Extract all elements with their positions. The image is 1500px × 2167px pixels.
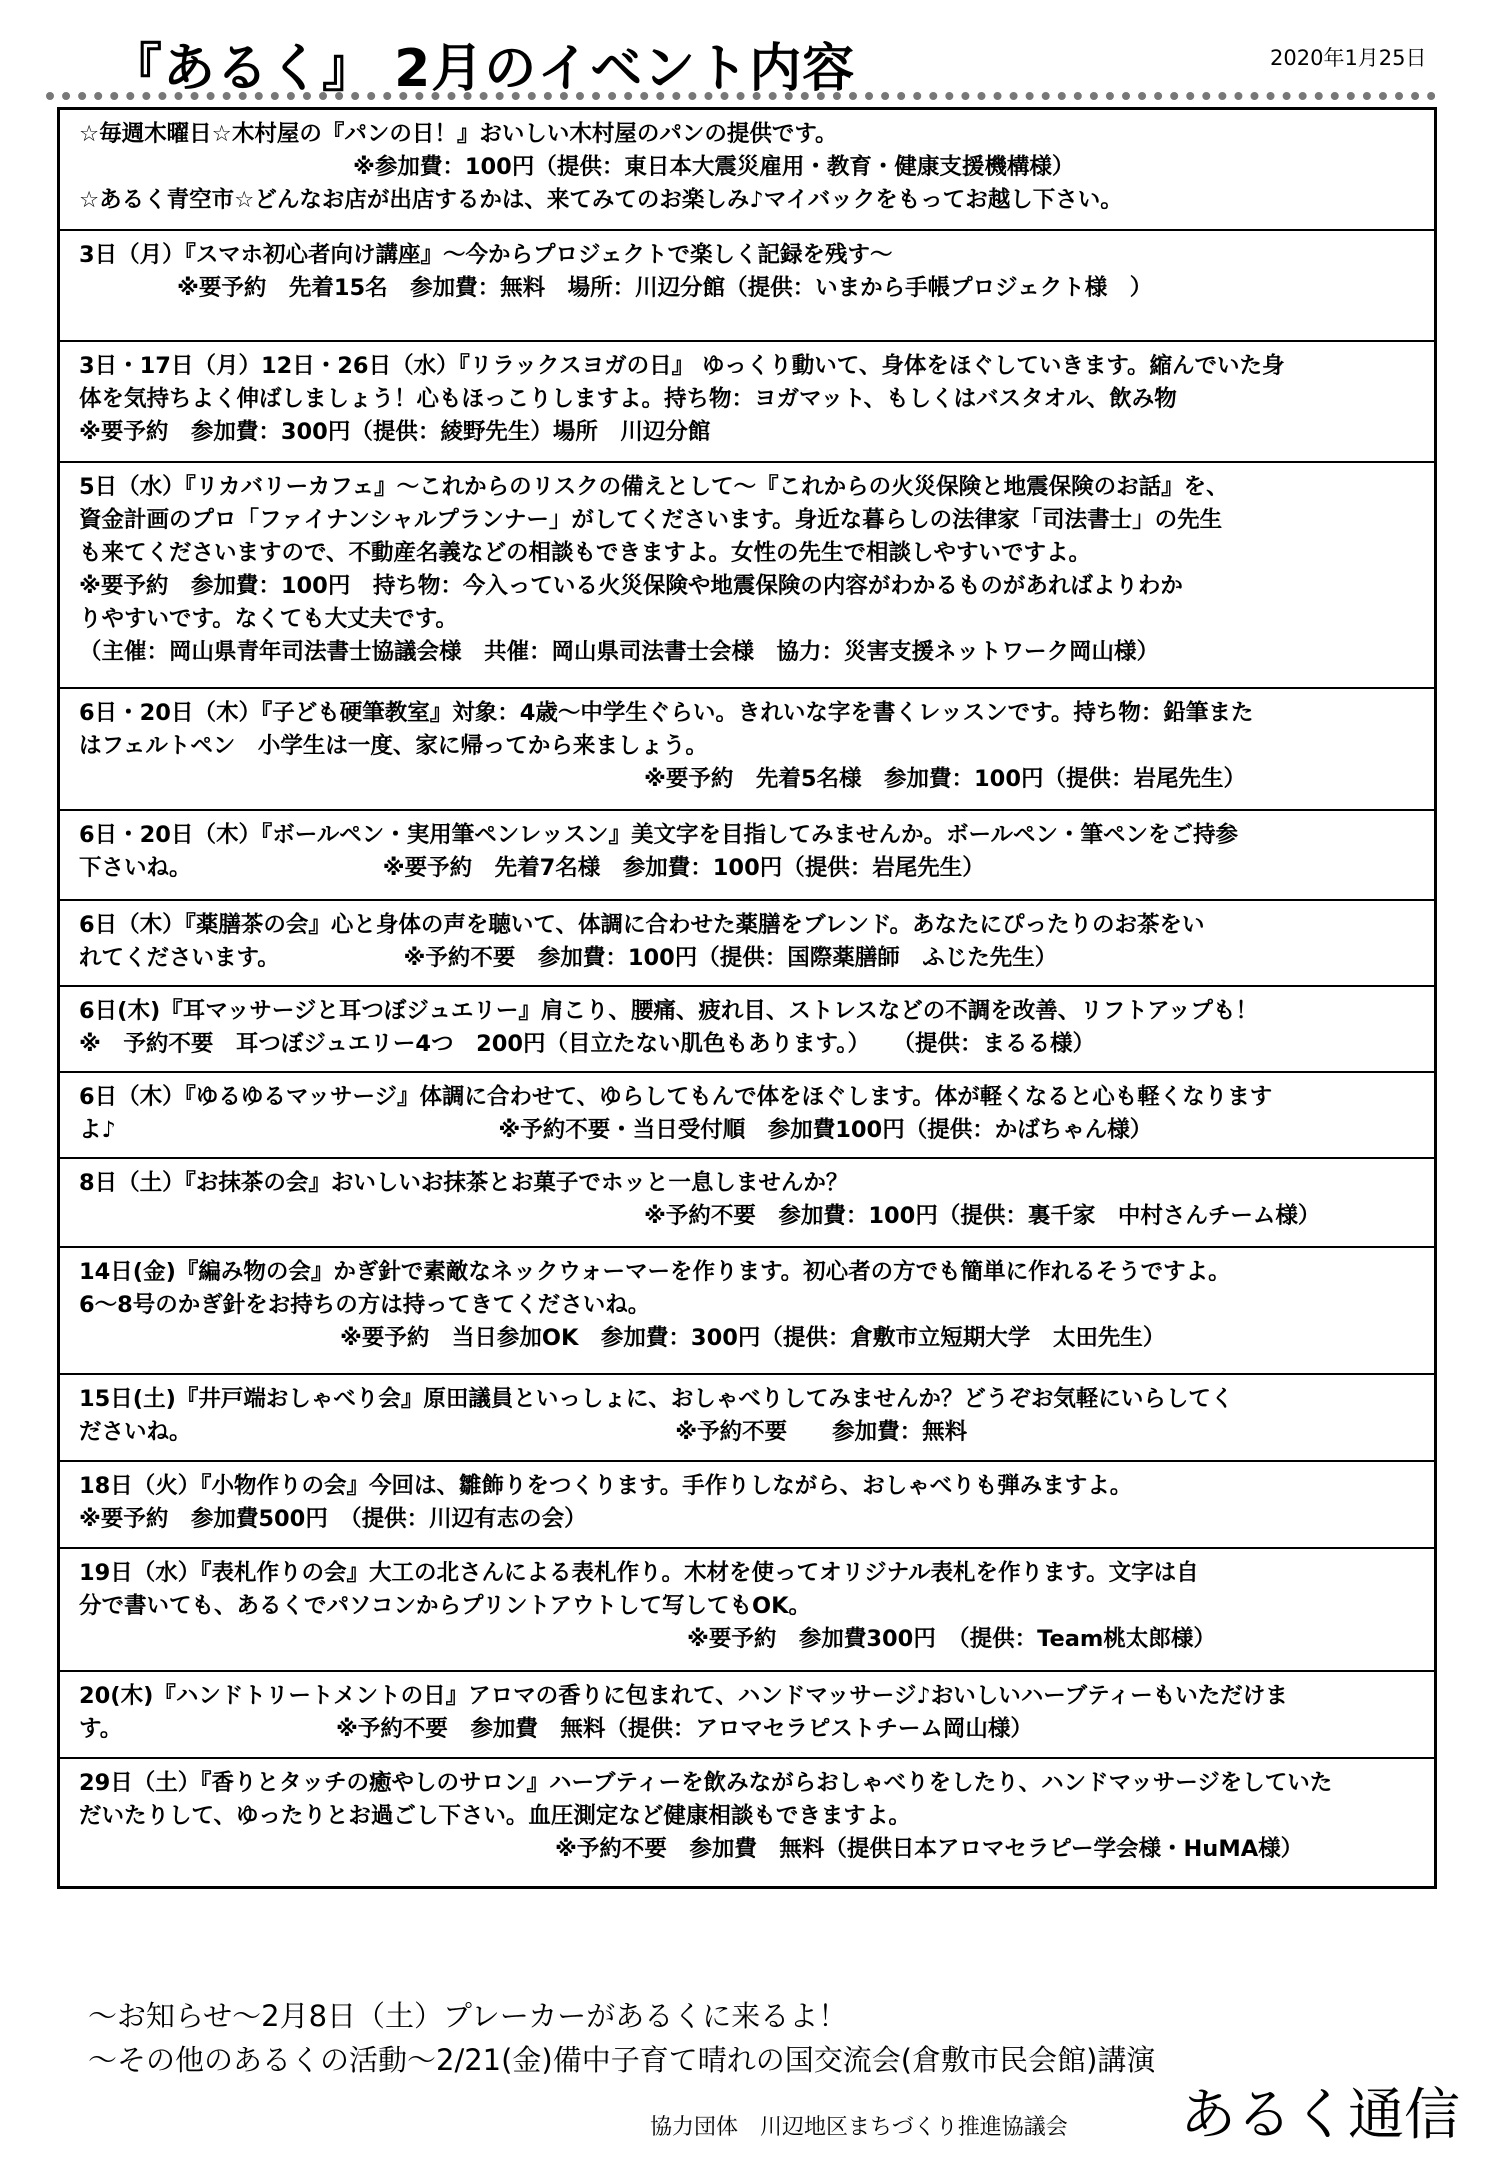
event-line: ※要予約 参加費：100円 持ち物：今入っている火災保険や地震保険の内容がわかるものがあればよりわか	[79, 573, 1183, 599]
event-line: 8日（土）『お抹茶の会』おいしいお抹茶とお菓子でホッと一息しませんか？	[79, 1170, 849, 1196]
event-line: だいたりして、ゆったりとお過ごし下さい。血圧測定など健康相談もできますよ。	[79, 1803, 911, 1829]
notice-announcement: ～お知らせ～2月8日（土）プレーカーがあるくに来るよ！	[88, 1999, 848, 2033]
event-line: 15日(土)『井戸端おしゃべり会』原田議員といっしょに、おしゃべりしてみませんか？どうぞお気軽にいらしてく	[79, 1386, 1234, 1412]
event-box	[60, 1159, 1434, 1248]
notice-other-activities: ～その他のあるくの活動～2/21(金)備中子育て晴れの国交流会(倉敷市民会館)講演	[88, 2043, 1156, 2077]
event-line: ※要予約 当日参加OK 参加費：300円（提供：倉敷市立短期大学 太田先生）	[340, 1325, 1166, 1351]
event-line: ※要予約 先着5名様 参加費：100円（提供：岩尾先生）	[644, 766, 1246, 792]
page-title: 『あるく』 2月のイベント内容	[110, 39, 856, 99]
event-box	[60, 463, 1434, 689]
event-line: ださいね。 ※予約不要 参加費：無料	[79, 1419, 968, 1445]
event-box	[60, 901, 1434, 987]
event-line: 6日・20日（木）『子ども硬筆教室』対象：4歳～中学生ぐらい。きれいな字を書くレッスンです。持ち物：鉛筆また	[79, 700, 1254, 726]
event-line: ※ 予約不要 耳つぼジュエリー4つ 200円（目立たない肌色もあります。） （提供：まるる様）	[79, 1031, 1095, 1057]
event-box	[60, 689, 1434, 811]
event-line: 体を気持ちよく伸ばしましょう！心もほっこりしますよ。持ち物：ヨガマット、もしくはバスタオル、飲み物	[79, 386, 1177, 412]
event-line: （主催：岡山県青年司法書士協議会様 共催：岡山県司法書士会様 協力：災害支援ネットワーク岡山様）	[79, 639, 1160, 665]
event-box	[60, 1672, 1434, 1759]
event-line: ※要予約 参加費500円 （提供：川辺有志の会）	[79, 1506, 587, 1532]
event-line: はフェルトペン 小学生は一度、家に帰ってから来ましょう。	[79, 733, 708, 759]
event-box	[60, 811, 1434, 901]
event-box	[60, 987, 1434, 1073]
event-box	[60, 110, 1434, 231]
event-line: も来てくださいますので、不動産名義などの相談もできますよ。女性の先生で相談しやすいですよ。	[79, 540, 1092, 566]
event-line: 6日(木)『耳マッサージと耳つぼジュエリー』肩こり、腰痛、疲れ目、ストレスなどの不調を改善、リフトアップも！	[79, 998, 1258, 1024]
event-line: よ♪ ※予約不要・当日受付順 参加費100円（提供：かばちゃん様）	[79, 1117, 1153, 1143]
event-line: ※要予約 参加費300円 （提供：Team桃太郎様）	[687, 1626, 1216, 1652]
event-line: ※要予約 先着15名 参加費：無料 場所：川辺分館（提供：いまから手帳プロジェクト様 ）	[177, 275, 1153, 301]
event-line: ☆毎週木曜日☆木村屋の『パンの日！』おいしい木村屋のパンの提供です。	[79, 121, 838, 147]
event-line: 3日（月）『スマホ初心者向け講座』～今からプロジェクトで楽しく記録を残す～	[79, 242, 893, 268]
footer-organization: 協力団体 川辺地区まちづくり推進協議会	[650, 2115, 1068, 2140]
event-line: す。 ※予約不要 参加費 無料（提供：アロマセラピストチーム岡山様）	[79, 1716, 1033, 1742]
event-line: 6日（木）『ゆるゆるマッサージ』体調に合わせて、ゆらしてもんで体をほぐします。体が軽くなると心も軽くなります	[79, 1084, 1273, 1110]
event-box	[60, 231, 1434, 342]
dotted-divider	[46, 92, 1436, 100]
event-line: 29日（土）『香りとタッチの癒やしのサロン』ハーブティーを飲みながらおしゃべりをしたり、ハンドマッサージをしていた	[79, 1770, 1333, 1796]
event-line: ※要予約 参加費：300円（提供：綾野先生）場所 川辺分館	[79, 419, 711, 445]
event-line: 5日（水）『リカバリーカフェ』～これからのリスクの備えとして～『これからの火災保険と地震保険のお話』を、	[79, 474, 1229, 500]
event-line: 資金計画のプロ「ファイナンシャルプランナー」がしてくださいます。身近な暮らしの法律家「司法書士」の先生	[79, 507, 1223, 533]
event-box	[60, 1073, 1434, 1159]
event-line: 分で書いても、あるくでパソコンからプリントアウトして写してもOK。	[79, 1593, 812, 1619]
event-line: 6～8号のかぎ針をお持ちの方は持ってきてくださいね。	[79, 1292, 651, 1318]
event-box	[60, 342, 1434, 463]
event-line: 下さいね。 ※要予約 先着7名様 参加費：100円（提供：岩尾先生）	[79, 855, 985, 881]
event-line: ☆あるく青空市☆どんなお店が出店するかは、来てみてのお楽しみ♪マイバックをもってお越し下さい。	[79, 187, 1123, 213]
event-line: りやすいです。なくても大丈夫です。	[79, 606, 458, 632]
event-line: ※予約不要 参加費 無料（提供日本アロマセラピー学会様・HuMA様）	[555, 1836, 1304, 1862]
event-line: ※予約不要 参加費：100円（提供：裏千家 中村さんチーム様）	[644, 1203, 1321, 1229]
event-line: れてくださいます。 ※予約不要 参加費：100円（提供：国際薬膳師 ふじた先生）	[79, 945, 1058, 971]
event-line: 6日・20日（木）『ボールペン・実用筆ペンレッスン』美文字を目指してみませんか。ボールペン・筆ペンをご持参	[79, 822, 1239, 848]
event-box	[60, 1375, 1434, 1462]
newsletter-logo: あるく通信	[1180, 2083, 1460, 2148]
event-line: 19日（水）『表札作りの会』大工の北さんによる表札作り。木材を使ってオリジナル表札を作ります。文字は自	[79, 1560, 1199, 1586]
page-date: 2020年1月25日	[1270, 46, 1427, 70]
event-box	[60, 1549, 1434, 1672]
event-line: 3日・17日（月）12日・26日（水）『リラックスヨガの日』 ゆっくり動いて、身体をほぐしていきます。縮んでいた身	[79, 353, 1285, 379]
event-line: ※参加費：100円（提供：東日本大震災雇用・教育・健康支援機構様）	[353, 154, 1075, 180]
event-box	[60, 1759, 1434, 1886]
event-box	[60, 1462, 1434, 1549]
event-line: 6日（木）『薬膳茶の会』心と身体の声を聴いて、体調に合わせた薬膳をブレンド。あなたにぴったりのお茶をい	[79, 912, 1205, 938]
events-table	[57, 107, 1437, 1889]
event-line: 14日(金)『編み物の会』かぎ針で素敵なネックウォーマーを作ります。初心者の方でも簡単に作れるそうですよ。	[79, 1259, 1231, 1285]
event-line: 20(木)『ハンドトリートメントの日』アロマの香りに包まれて、ハンドマッサージ♪おいしいハーブティーもいただけま	[79, 1683, 1288, 1709]
event-line: 18日（火）『小物作りの会』今回は、雛飾りをつくります。手作りしながら、おしゃべりも弾みますよ。	[79, 1473, 1133, 1499]
event-box	[60, 1248, 1434, 1375]
